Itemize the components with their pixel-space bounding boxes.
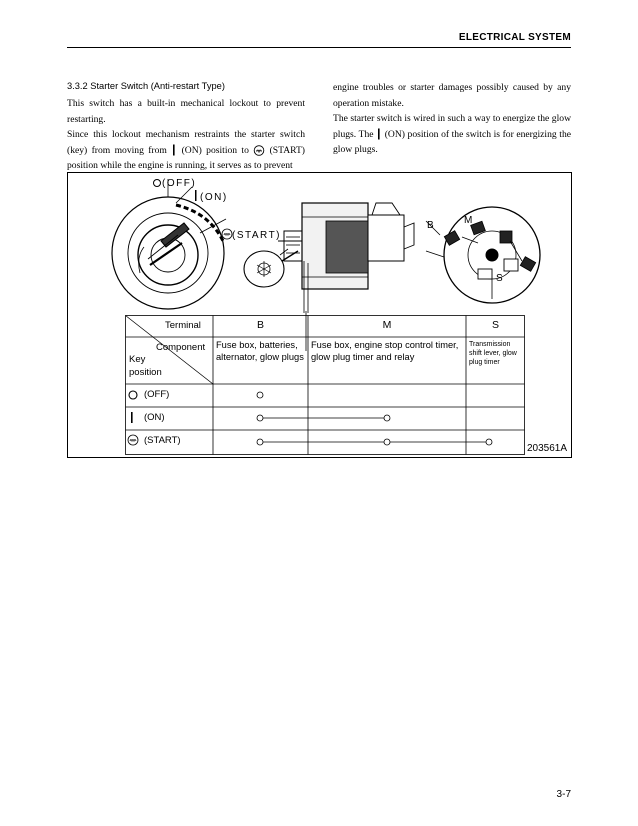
left-paragraph-2-a: Since this lockout mechanism restraints the starter switch (key) from moving from: [67, 129, 305, 156]
component-m: Fuse box, engine stop control timer, glow plug timer and relay: [311, 340, 459, 362]
key-header-label: Key: [129, 354, 146, 365]
connection-dot: [384, 439, 390, 445]
start-glow-icon: [222, 229, 232, 239]
right-paragraph-2-a: The starter switch is wired in such a way to energize the glow plugs. The: [333, 113, 571, 140]
right-paragraph-1: engine troubles or starter damages possibly caused by any operation mistake.: [333, 82, 571, 109]
terminal-b-label: B: [427, 220, 434, 231]
terminal-table: [125, 315, 525, 455]
connection-dot: [257, 439, 263, 445]
section-heading: 3.3.2 Starter Switch (Anti-restart Type): [67, 81, 225, 91]
position-header-label: position: [129, 367, 162, 378]
right-column: [333, 80, 571, 158]
starter-switch-figure: [67, 172, 572, 458]
start-glow-icon: [253, 144, 265, 156]
start-glow-icon: [128, 435, 138, 445]
terminal-header-label: Terminal: [165, 320, 201, 331]
off-circle-icon: [154, 180, 161, 187]
row-label-off: (OFF): [144, 389, 170, 400]
right-paragraph-2-b: (ON) position of the switch is for energizing the glow plugs.: [333, 128, 571, 155]
component-b: Fuse box, batteries, alternator, glow plugs: [216, 340, 304, 362]
connection-dot: [384, 415, 390, 421]
left-column: [67, 80, 305, 174]
off-label: (OFF): [162, 178, 197, 189]
row-label-on: (ON): [144, 412, 165, 423]
connection-dot: [257, 415, 263, 421]
right-paragraph-2: [333, 111, 571, 158]
component-header-label: Component: [156, 342, 206, 353]
connection-dot: [486, 439, 492, 445]
left-paragraph-2-b: (ON) position to: [177, 144, 254, 156]
column-header-m: M: [382, 319, 392, 331]
header-title: ELECTRICAL SYSTEM: [458, 32, 571, 43]
off-circle-icon: [129, 391, 137, 399]
row-label-start: (START): [144, 435, 181, 446]
column-header-b: B: [256, 319, 264, 331]
terminal-s-label: S: [496, 273, 503, 284]
figure-number: 203561A: [526, 443, 567, 454]
page-number: 3-7: [556, 789, 571, 800]
left-paragraph-2-c: (START) position while the engine is running, it serves as to prevent: [67, 144, 306, 171]
terminal-view-drawing: [426, 207, 540, 303]
terminal-m-label: M: [464, 215, 473, 226]
key-fob-drawing: [244, 249, 298, 287]
on-bar-icon: [131, 412, 133, 423]
connection-lines: [257, 392, 492, 445]
terminal-table-grid: [125, 315, 525, 455]
connection-dot: [257, 392, 263, 398]
component-s: Transmission shift lever, glow plug timer: [469, 341, 517, 366]
on-label: (ON): [200, 192, 228, 203]
on-bar-icon: [195, 190, 197, 201]
start-label: (START): [232, 230, 282, 241]
column-header-s: S: [491, 319, 499, 331]
left-paragraph-1: This switch has a built-in mechanical lockout to prevent restarting.: [67, 98, 305, 125]
header-rule: [67, 47, 571, 48]
left-paragraph-2: [67, 127, 305, 174]
